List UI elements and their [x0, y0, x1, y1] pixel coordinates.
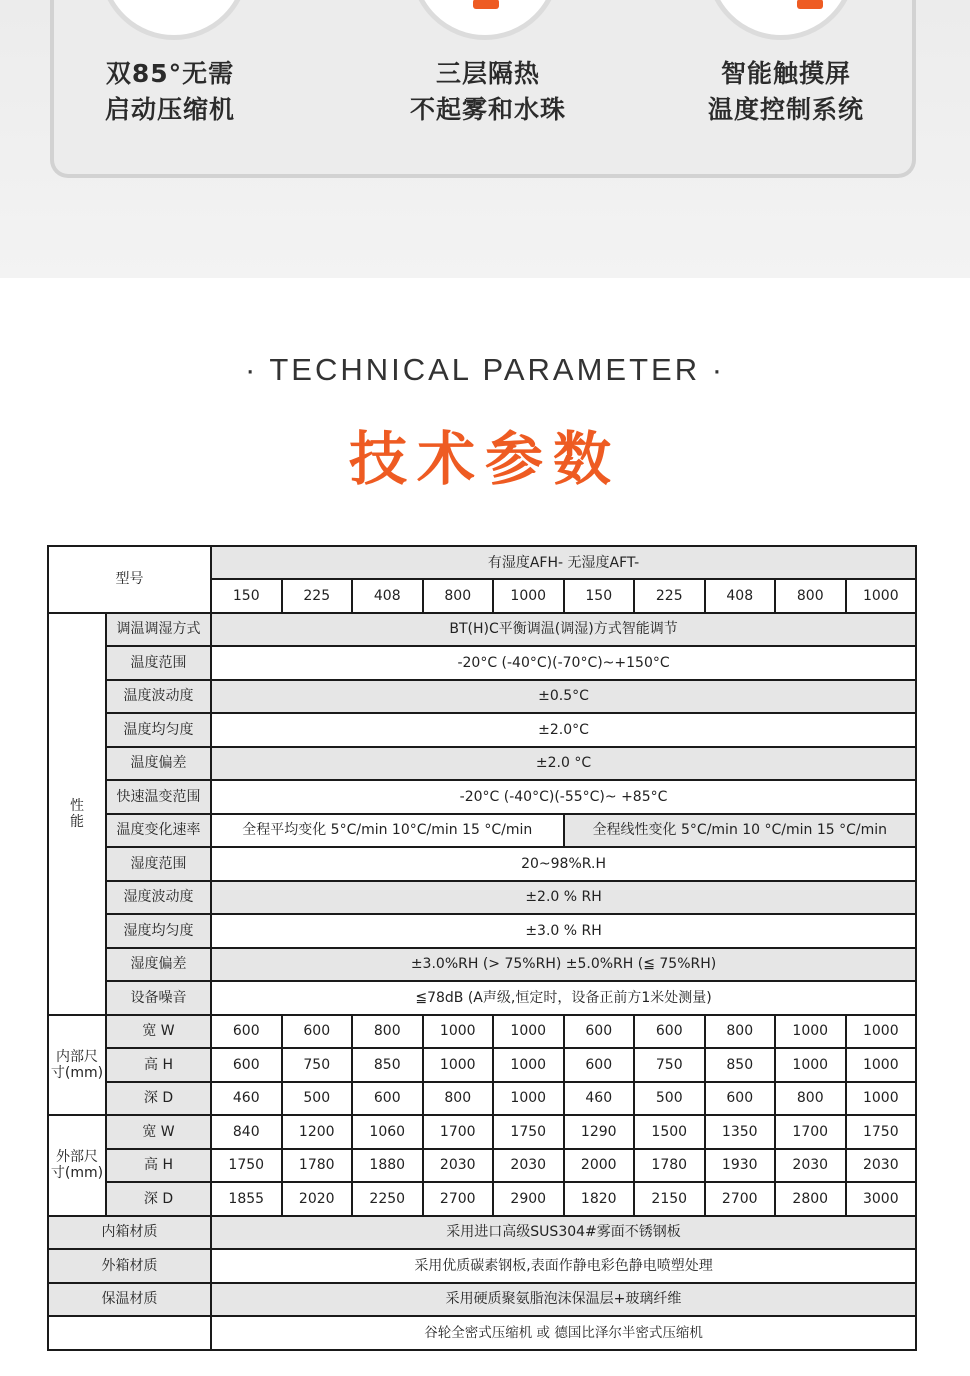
- dim-value: 800: [705, 1015, 776, 1049]
- param-value: ≦78dB (A声级,恒定时，设备正前方1米处测量): [211, 981, 916, 1015]
- dim-value: 750: [282, 1048, 353, 1082]
- material-value: 采用优质碳素钢板,表面作静电彩色静电喷塑处理: [211, 1249, 916, 1283]
- dim-value: 460: [211, 1082, 282, 1116]
- dim-value: 2900: [493, 1182, 564, 1216]
- param-value: ±2.0 °C: [211, 747, 916, 781]
- feature-2: [358, 56, 618, 128]
- param-label: 设备噪音: [106, 981, 211, 1015]
- feature-1-line1: 双85°无需: [105, 59, 235, 88]
- table-row: [48, 1082, 916, 1116]
- dim-value: 800: [775, 1082, 846, 1116]
- feature-1-line2: 启动压缩机: [104, 95, 235, 124]
- dim-value: 850: [705, 1048, 776, 1082]
- model-number: 225: [282, 579, 353, 613]
- dim-value: 1700: [775, 1115, 846, 1149]
- feature-2-line2: 不起雾和水珠: [409, 95, 566, 124]
- material-value: 采用进口高级SUS304#雾面不锈钢板: [211, 1216, 916, 1250]
- dim-label: 深 D: [106, 1082, 211, 1116]
- table-row: [48, 1316, 916, 1350]
- feature-3-line1: 智能触摸屏: [720, 59, 851, 88]
- dim-value: 600: [211, 1015, 282, 1049]
- dim-value: 460: [564, 1082, 635, 1116]
- param-value: 20~98%R.H: [211, 847, 916, 881]
- table-row: [48, 613, 916, 647]
- param-value: -20°C (-40°C)(-55°C)~ +85°C: [211, 780, 916, 814]
- dim-value: 1350: [705, 1115, 776, 1149]
- param-value: ±2.0°C: [211, 713, 916, 747]
- dim-value: 1500: [634, 1115, 705, 1149]
- dim-value: 800: [352, 1015, 423, 1049]
- dim-value: 1780: [282, 1149, 353, 1183]
- dim-value: 1000: [846, 1048, 917, 1082]
- dim-value: 1000: [493, 1082, 564, 1116]
- dim-value: 600: [211, 1048, 282, 1082]
- feature-card: [50, 0, 916, 178]
- dim-value: 2000: [564, 1149, 635, 1183]
- table-row: [48, 1283, 916, 1317]
- dim-value: 750: [634, 1048, 705, 1082]
- dim-value: 2030: [423, 1149, 494, 1183]
- dim-value: 1820: [564, 1182, 635, 1216]
- model-label: 型号: [48, 546, 211, 613]
- model-number: 150: [564, 579, 635, 613]
- dim-value: 2800: [775, 1182, 846, 1216]
- table-row: [48, 914, 916, 948]
- param-label: 湿度波动度: [106, 881, 211, 915]
- feature-icon-insulation: [410, 0, 560, 40]
- dim-label: 宽 W: [106, 1015, 211, 1049]
- param-label: 温度偏差: [106, 747, 211, 781]
- dim-value: 2030: [493, 1149, 564, 1183]
- table-row: [48, 646, 916, 680]
- dim-value: 800: [423, 1082, 494, 1116]
- dim-value: 600: [564, 1015, 635, 1049]
- dim-label: 高 H: [106, 1149, 211, 1183]
- model-number: 800: [775, 579, 846, 613]
- dim-value: 850: [352, 1048, 423, 1082]
- model-number: 800: [423, 579, 494, 613]
- table-row: [48, 1249, 916, 1283]
- table-row: [48, 948, 916, 982]
- feature-band: [0, 0, 970, 278]
- dim-value: 2150: [634, 1182, 705, 1216]
- perf-group-label: 性 能: [48, 613, 106, 1015]
- table-row: [48, 680, 916, 714]
- rate-linear: 全程线性变化 5°C/min 10 °C/min 15 °C/min: [564, 814, 917, 848]
- dim-value: 1290: [564, 1115, 635, 1149]
- dim-value: 1780: [634, 1149, 705, 1183]
- model-number: 408: [352, 579, 423, 613]
- dim-value: 500: [634, 1082, 705, 1116]
- dim-value: 1880: [352, 1149, 423, 1183]
- param-label: 调温调湿方式: [106, 613, 211, 647]
- dim-value: 1200: [282, 1115, 353, 1149]
- param-value: ±3.0%RH (> 75%RH) ±5.0%RH (≦ 75%RH): [211, 948, 916, 982]
- param-value: ±2.0 % RH: [211, 881, 916, 915]
- feature-icon-compressor: [99, 0, 249, 40]
- dim-value: 2020: [282, 1182, 353, 1216]
- dim-value: 1000: [846, 1082, 917, 1116]
- material-value: 采用硬质聚氨脂泡沫保温层+玻璃纤维: [211, 1283, 916, 1317]
- parameter-table: [47, 545, 917, 1351]
- table-row: [48, 546, 916, 579]
- feature-3: [656, 56, 916, 128]
- dim-value: 2700: [423, 1182, 494, 1216]
- dim-value: 1930: [705, 1149, 776, 1183]
- table-row: [48, 747, 916, 781]
- param-label: 温度波动度: [106, 680, 211, 714]
- compressor-value: 谷轮全密式压缩机 或 德国比泽尔半密式压缩机: [211, 1316, 916, 1350]
- model-series: 有湿度AFH- 无湿度AFT-: [211, 546, 916, 579]
- dim-value: 600: [282, 1015, 353, 1049]
- param-label: 温度变化速率: [106, 814, 211, 848]
- dim-value: 1000: [775, 1015, 846, 1049]
- compressor-label: [48, 1316, 211, 1350]
- dim-value: 600: [564, 1048, 635, 1082]
- dim-label: 高 H: [106, 1048, 211, 1082]
- model-number: 408: [705, 579, 776, 613]
- dim-value: 1750: [846, 1115, 917, 1149]
- param-label: 温度范围: [106, 646, 211, 680]
- dim-value: 2030: [846, 1149, 917, 1183]
- feature-icon-touchscreen: [706, 0, 856, 40]
- param-value: ±3.0 % RH: [211, 914, 916, 948]
- dim-value: 2700: [705, 1182, 776, 1216]
- dim-value: 1060: [352, 1115, 423, 1149]
- model-number: 1000: [846, 579, 917, 613]
- inner-dimension-label: 内部尺 寸(mm): [48, 1015, 106, 1116]
- param-label: 温度均匀度: [106, 713, 211, 747]
- dim-value: 2030: [775, 1149, 846, 1183]
- dim-value: 1750: [493, 1115, 564, 1149]
- table-row: [48, 713, 916, 747]
- rate-average: 全程平均变化 5°C/min 10°C/min 15 °C/min: [211, 814, 564, 848]
- dim-value: 1000: [493, 1015, 564, 1049]
- model-number: 150: [211, 579, 282, 613]
- table-row: [48, 1048, 916, 1082]
- dim-value: 840: [211, 1115, 282, 1149]
- param-label: 快速温变范围: [106, 780, 211, 814]
- param-value: -20°C (-40°C)(-70°C)~+150°C: [211, 646, 916, 680]
- model-number: 1000: [493, 579, 564, 613]
- material-label: 外箱材质: [48, 1249, 211, 1283]
- table-row: [48, 814, 916, 848]
- material-label: 内箱材质: [48, 1216, 211, 1250]
- table-row: [48, 780, 916, 814]
- feature-3-line2: 温度控制系统: [707, 95, 864, 124]
- feature-1: [40, 56, 300, 128]
- material-label: 保温材质: [48, 1283, 211, 1317]
- dim-value: 1000: [423, 1048, 494, 1082]
- param-label: 湿度偏差: [106, 948, 211, 982]
- dim-value: 3000: [846, 1182, 917, 1216]
- table-row: [48, 847, 916, 881]
- outer-dimension-label: 外部尺 寸(mm): [48, 1115, 106, 1216]
- dim-label: 宽 W: [106, 1115, 211, 1149]
- param-label: 湿度均匀度: [106, 914, 211, 948]
- param-label: 湿度范围: [106, 847, 211, 881]
- table-row: [48, 981, 916, 1015]
- table-row: [48, 1216, 916, 1250]
- table-row: [48, 1115, 916, 1149]
- table-row: [48, 881, 916, 915]
- table-row: [48, 1149, 916, 1183]
- table-row: [48, 1182, 916, 1216]
- dim-value: 500: [282, 1082, 353, 1116]
- dim-value: 1000: [775, 1048, 846, 1082]
- section-heading-cn: 技术参数: [348, 425, 621, 493]
- feature-2-line1: 三层隔热: [435, 59, 540, 88]
- dim-label: 深 D: [106, 1182, 211, 1216]
- table-row: [48, 1015, 916, 1049]
- dim-value: 600: [352, 1082, 423, 1116]
- param-value: BT(H)C平衡调温(调湿)方式智能调节: [211, 613, 916, 647]
- dim-value: 600: [705, 1082, 776, 1116]
- dim-value: 1000: [846, 1015, 917, 1049]
- dim-value: 1700: [423, 1115, 494, 1149]
- dim-value: 600: [634, 1015, 705, 1049]
- model-number: 225: [634, 579, 705, 613]
- dim-value: 2250: [352, 1182, 423, 1216]
- param-value: ±0.5°C: [211, 680, 916, 714]
- dim-value: 1000: [493, 1048, 564, 1082]
- dim-value: 1000: [423, 1015, 494, 1049]
- dim-value: 1750: [211, 1149, 282, 1183]
- section-heading-en: · TECHNICAL PARAMETER ·: [244, 352, 726, 387]
- dim-value: 1855: [211, 1182, 282, 1216]
